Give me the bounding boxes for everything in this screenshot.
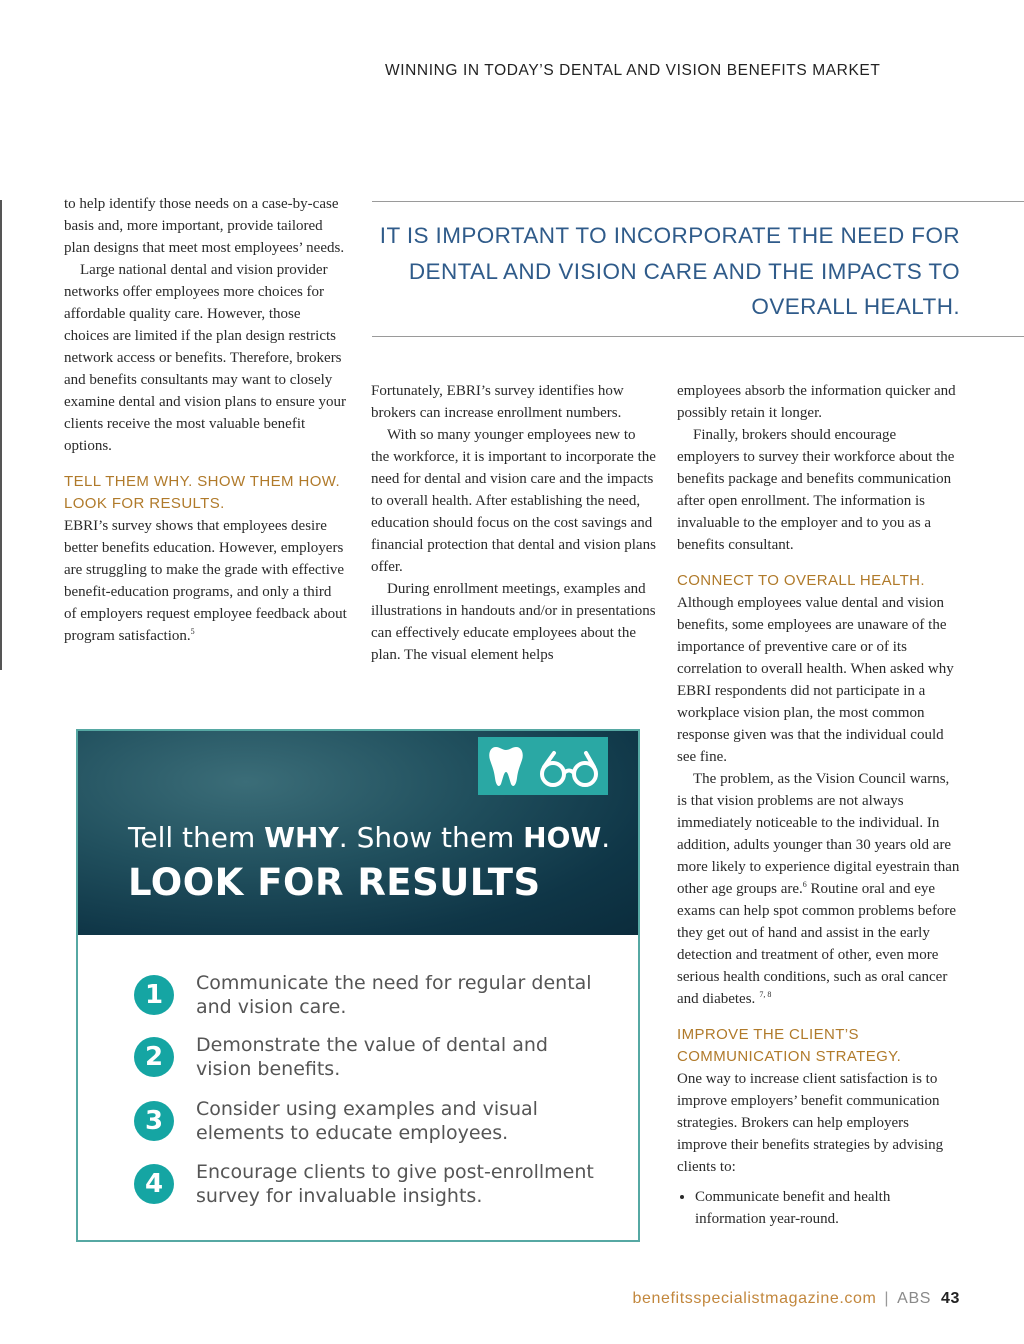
col3-paragraph-3: Although employees value dental and vision benefits, some employees are unaware of the importance of preventive care or of its correlation to overall health. When asked why EBRI respondents did not participate in a workplace vision plan, the most common response given was that the individual could see fine. bbox=[677, 595, 954, 765]
pull-quote-bottom-rule bbox=[372, 336, 1024, 337]
pull-quote-top-rule bbox=[372, 201, 1024, 202]
infographic-banner bbox=[78, 731, 638, 935]
col1-paragraph-3-text: EBRI’s survey shows that employees desire better benefits education. However, employers are struggling to make the grade with effective benefit-education programs, and only a third of employers request employee feedback about program satisfaction. bbox=[64, 518, 347, 644]
col2-paragraph-1: Fortunately, EBRI’s survey identifies how brokers can increase enrollment numbers. bbox=[371, 383, 624, 421]
footnote-ref: 7, 8 bbox=[759, 990, 772, 999]
page-footer bbox=[633, 1290, 960, 1308]
footnote-ref: 6 bbox=[802, 880, 807, 889]
footer-publication: ABS bbox=[897, 1290, 931, 1307]
headline-part: Tell them bbox=[128, 821, 265, 854]
headline-part: . bbox=[601, 821, 611, 854]
step-number: 1 bbox=[134, 975, 174, 1015]
advice-list bbox=[677, 1186, 961, 1230]
tooth-icon bbox=[486, 744, 526, 795]
step-text: Consider using examples and visual elements to educate employees. bbox=[196, 1098, 538, 1144]
pull-quote: IT IS IMPORTANT TO INCORPORATE THE NEED FOR DENTAL AND VISION CARE AND THE IMPACTS TO OVERALL HEALTH. bbox=[379, 223, 960, 319]
column-3 bbox=[677, 380, 961, 1230]
footnote-ref: 5 bbox=[190, 627, 195, 636]
step-text: Demonstrate the value of dental and vision benefits. bbox=[196, 1034, 548, 1080]
glasses-icon bbox=[538, 749, 600, 794]
col2-paragraph-3: During enrollment meetings, examples and illustrations in handouts and/or in presentations can effectively educate employees about the plan. The visual element helps bbox=[371, 581, 656, 663]
col3-section-heading-2: IMPROVE THE CLIENT’S COMMUNICATION STRATEGY. bbox=[677, 1026, 902, 1065]
infographic-headline-1 bbox=[128, 821, 610, 854]
list-item: • Communicate benefit and health information year-round. bbox=[695, 1186, 961, 1230]
margin-rule bbox=[0, 200, 2, 670]
col1-paragraph-1: to help identify those needs on a case-by-case basis and, more important, provide tailored plan designs that meet most employees’ needs. bbox=[64, 196, 345, 256]
icon-badge bbox=[478, 737, 608, 795]
headline-emphasis: WHY bbox=[264, 821, 339, 854]
footer-website: benefitsspecialistmagazine.com bbox=[632, 1290, 877, 1307]
col3-section-heading-1: CONNECT TO OVERALL HEALTH. bbox=[677, 572, 925, 589]
col1-paragraph-2: Large national dental and vision provider networks offer employees more choices for affordable quality care. However, those choices are limited if the plan design restricts network access or benefits. Therefore, brokers and benefits consultants may want to closely examine dental and vision plans to ensure your clients receive the most valuable benefit options. bbox=[64, 262, 347, 454]
headline-emphasis: HOW bbox=[523, 821, 602, 854]
running-head: WINNING IN TODAY’S DENTAL AND VISION BENEFITS MARKET bbox=[385, 62, 881, 79]
col3-paragraph-2: Finally, brokers should encourage employers to survey their workforce about the benefits package and benefits communication after open enrollment. The information is invaluable to the employer and to you as a benefits consultant. bbox=[677, 427, 955, 553]
col3-paragraph-4b: Routine oral and eye exams can help spot common problems before they get out of hand and assist in the early detection and treatment of other, even more serious health conditions, such as oral cancer and diabetes. bbox=[677, 881, 957, 1007]
headline-part: . Show them bbox=[338, 821, 524, 854]
col2-paragraph-2: With so many younger employees new to the workforce, it is important to incorporate the need for dental and vision care and the impacts to overall health. After establishing the need, education should focus on the cost savings and financial protection that dental and vision plans offer. bbox=[371, 427, 656, 575]
infographic bbox=[76, 729, 640, 1242]
step-number: 2 bbox=[134, 1037, 174, 1077]
step-text: Communicate the need for regular dental and vision care. bbox=[196, 972, 592, 1018]
step-text: Encourage clients to give post-enrollment survey for invaluable insights. bbox=[196, 1161, 594, 1207]
footer-separator: | bbox=[884, 1290, 890, 1307]
column-1 bbox=[64, 193, 347, 647]
col3-paragraph-1: employees absorb the information quicker and possibly retain it longer. bbox=[677, 383, 956, 421]
step-number: 4 bbox=[134, 1164, 174, 1204]
col1-section-heading: TELL THEM WHY. SHOW THEM HOW. LOOK FOR RESULTS. bbox=[64, 473, 341, 512]
step-number: 3 bbox=[134, 1101, 174, 1141]
infographic-headline-2: LOOK FOR RESULTS bbox=[128, 861, 541, 904]
page-number: 43 bbox=[941, 1290, 960, 1307]
col3-paragraph-5: One way to increase client satisfaction is to improve employers’ benefit communication strategies. Brokers can help employers improve their benefits strategies by advising clients to: bbox=[677, 1071, 944, 1175]
col1-paragraph-3 bbox=[64, 515, 347, 647]
column-2 bbox=[371, 380, 656, 666]
col3-paragraph-4a: The problem, as the Vision Council warns, is that vision problems are not always immediately noticeable to the individual. In addition, adults younger than 30 years old are more likely to experience digital eyestrain than other age groups are. bbox=[677, 771, 960, 897]
col3-paragraph-4 bbox=[677, 768, 961, 1010]
